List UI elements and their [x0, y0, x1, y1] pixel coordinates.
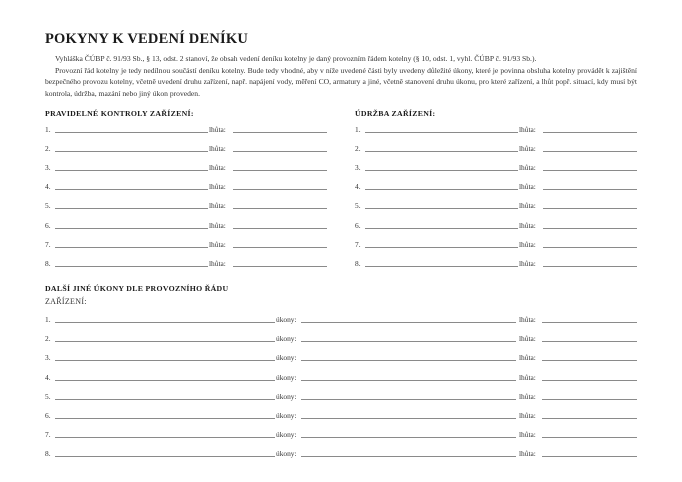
deadline-label: lhůta: [519, 411, 536, 420]
deadline-label: lhůta: [519, 220, 536, 230]
other-task-row [45, 313, 640, 324]
maintenance-row [355, 257, 655, 268]
row-number: 6. [45, 411, 51, 420]
deadline-field[interactable] [542, 380, 637, 381]
maintenance-heading: ÚDRŽBA ZAŘÍZENÍ: [355, 109, 436, 118]
equipment-field[interactable] [365, 151, 518, 152]
equipment-field[interactable] [365, 189, 518, 190]
row-number: 1. [45, 125, 51, 134]
deadline-label: lhůta: [519, 239, 536, 249]
tasks-label: úkony: [276, 449, 297, 459]
control-row [45, 238, 345, 249]
row-number: 5. [355, 201, 361, 211]
tasks-label: úkony: [276, 372, 297, 382]
maintenance-row [355, 142, 655, 153]
tasks-label: úkony: [276, 391, 297, 401]
other-task-row [45, 447, 640, 458]
row-number: 8. [45, 449, 51, 459]
tasks-label: úkony: [276, 411, 297, 420]
deadline-field[interactable] [543, 266, 637, 267]
tasks-field[interactable] [301, 322, 516, 323]
control-row [45, 123, 345, 134]
equipment-field[interactable] [55, 360, 275, 361]
deadline-field[interactable] [542, 399, 637, 400]
deadline-field[interactable] [543, 189, 637, 190]
equipment-field[interactable] [365, 266, 518, 267]
deadline-field[interactable] [233, 132, 327, 133]
tasks-field[interactable] [301, 418, 516, 419]
row-number: 2. [355, 144, 361, 154]
deadline-field[interactable] [542, 456, 637, 457]
deadline-field[interactable] [542, 360, 637, 361]
row-number: 4. [355, 182, 361, 192]
tasks-label: úkony: [276, 315, 297, 324]
equipment-field[interactable] [55, 456, 275, 457]
equipment-field[interactable] [55, 189, 208, 190]
row-number: 4. [45, 182, 51, 192]
deadline-label: lhůta: [209, 163, 226, 173]
other-task-row [45, 351, 640, 362]
tasks-field[interactable] [301, 341, 516, 342]
deadline-field[interactable] [233, 208, 327, 209]
tasks-field[interactable] [301, 456, 516, 457]
deadline-label: lhůta: [519, 144, 536, 154]
equipment-field[interactable] [55, 341, 275, 342]
equipment-field[interactable] [55, 132, 208, 133]
equipment-field[interactable] [55, 228, 208, 229]
deadline-label: lhůta: [209, 182, 226, 192]
equipment-field[interactable] [365, 170, 518, 171]
control-row [45, 142, 345, 153]
deadline-label: lhůta: [519, 430, 536, 440]
row-number: 5. [45, 391, 51, 401]
deadline-field[interactable] [233, 266, 327, 267]
row-number: 3. [45, 353, 51, 363]
maintenance-row [355, 161, 655, 172]
deadline-label: lhůta: [519, 201, 536, 211]
row-number: 4. [45, 372, 51, 382]
row-number: 6. [45, 220, 51, 230]
row-number: 8. [355, 258, 361, 268]
other-task-row [45, 371, 640, 382]
deadline-label: lhůta: [519, 372, 536, 382]
deadline-field[interactable] [542, 341, 637, 342]
deadline-label: lhůta: [519, 258, 536, 268]
equipment-field[interactable] [55, 151, 208, 152]
other-task-row [45, 409, 640, 420]
other-task-row [45, 332, 640, 343]
equipment-field[interactable] [365, 208, 518, 209]
equipment-field[interactable] [365, 228, 518, 229]
deadline-label: lhůta: [209, 201, 226, 211]
deadline-label: lhůta: [519, 334, 536, 344]
deadline-field[interactable] [233, 228, 327, 229]
deadline-field[interactable] [543, 151, 637, 152]
row-number: 1. [355, 125, 361, 134]
deadline-field[interactable] [543, 228, 637, 229]
equipment-field[interactable] [365, 247, 518, 248]
equipment-field[interactable] [55, 170, 208, 171]
deadline-label: lhůta: [209, 239, 226, 249]
maintenance-row [355, 238, 655, 249]
control-row [45, 180, 345, 191]
tasks-label: úkony: [276, 430, 297, 440]
deadline-field[interactable] [542, 437, 637, 438]
other-task-row [45, 428, 640, 439]
deadline-label: lhůta: [209, 220, 226, 230]
deadline-label: lhůta: [519, 315, 536, 324]
maintenance-row [355, 219, 655, 230]
equipment-field[interactable] [55, 247, 208, 248]
equipment-field[interactable] [55, 208, 208, 209]
intro-paragraph-2: Provozní řád kotelny je tedy nedílnou součástí deníku kotelny. Bude tedy vhodné, aby v níže uvedené části byly uvedeny důležité úkony, které je povinna obsluha kotelny provádět k zajištění bezpečného provozu kotelny, včetně uvedení druhu zařízení, např. napájení vody, měření CO, armatury a jiné, včetně stanovení druhu úkonu, pro které zařízení, a lhůt popř. situací, kdy musí být kontrola, údržba, mazání nebo jiný úkon proveden. [45, 65, 637, 98]
equipment-field[interactable] [55, 399, 275, 400]
row-number: 5. [45, 201, 51, 211]
deadline-label: lhůta: [519, 391, 536, 401]
tasks-field[interactable] [301, 360, 516, 361]
equipment-field[interactable] [55, 322, 275, 323]
equipment-field[interactable] [55, 437, 275, 438]
maintenance-row [355, 199, 655, 210]
control-row [45, 219, 345, 230]
row-number: 7. [45, 239, 51, 249]
deadline-field[interactable] [233, 189, 327, 190]
deadline-field[interactable] [542, 322, 637, 323]
maintenance-row [355, 180, 655, 191]
deadline-field[interactable] [233, 247, 327, 248]
maintenance-row [355, 123, 655, 134]
deadline-field[interactable] [542, 418, 637, 419]
other-task-row [45, 390, 640, 401]
control-row [45, 257, 345, 268]
deadline-label: lhůta: [519, 125, 536, 134]
control-row [45, 161, 345, 172]
deadline-label: lhůta: [209, 258, 226, 268]
row-number: 7. [45, 430, 51, 440]
row-number: 3. [355, 163, 361, 173]
equipment-field[interactable] [365, 132, 518, 133]
tasks-label: úkony: [276, 353, 297, 363]
equipment-subheading: ZAŘÍZENÍ: [45, 297, 87, 306]
intro-text [45, 53, 637, 99]
equipment-field[interactable] [55, 418, 275, 419]
deadline-field[interactable] [543, 247, 637, 248]
equipment-field[interactable] [55, 266, 208, 267]
deadline-label: lhůta: [519, 182, 536, 192]
deadline-field[interactable] [233, 170, 327, 171]
deadline-field[interactable] [543, 132, 637, 133]
deadline-field[interactable] [543, 170, 637, 171]
deadline-label: lhůta: [519, 353, 536, 363]
row-number: 1. [45, 315, 51, 324]
row-number: 3. [45, 163, 51, 173]
row-number: 7. [355, 239, 361, 249]
equipment-field[interactable] [55, 380, 275, 381]
tasks-field[interactable] [301, 399, 516, 400]
deadline-label: lhůta: [519, 449, 536, 459]
deadline-label: lhůta: [209, 144, 226, 154]
tasks-field[interactable] [301, 380, 516, 381]
row-number: 2. [45, 334, 51, 344]
deadline-field[interactable] [233, 151, 327, 152]
page-title: POKYNY K VEDENÍ DENÍKU [45, 31, 248, 47]
other-tasks-heading: DALŠÍ JINÉ ÚKONY DLE PROVOZNÍHO ŘÁDU [45, 284, 229, 293]
row-number: 2. [45, 144, 51, 154]
controls-heading: PRAVIDELNÉ KONTROLY ZAŘÍZENÍ: [45, 109, 194, 118]
row-number: 6. [355, 220, 361, 230]
deadline-field[interactable] [543, 208, 637, 209]
intro-paragraph-1: Vyhláška ČÚBP č. 91/93 Sb., § 13, odst. 2 stanoví, že obsah vedení deníku kotelny je daný provozním řádem kotelny (§ 10, odst. 1, vyhl. ČÚBP č. 91/93 Sb.). [55, 54, 537, 63]
control-row [45, 199, 345, 210]
deadline-label: lhůta: [519, 163, 536, 173]
tasks-label: úkony: [276, 334, 297, 344]
tasks-field[interactable] [301, 437, 516, 438]
deadline-label: lhůta: [209, 125, 226, 134]
row-number: 8. [45, 258, 51, 268]
